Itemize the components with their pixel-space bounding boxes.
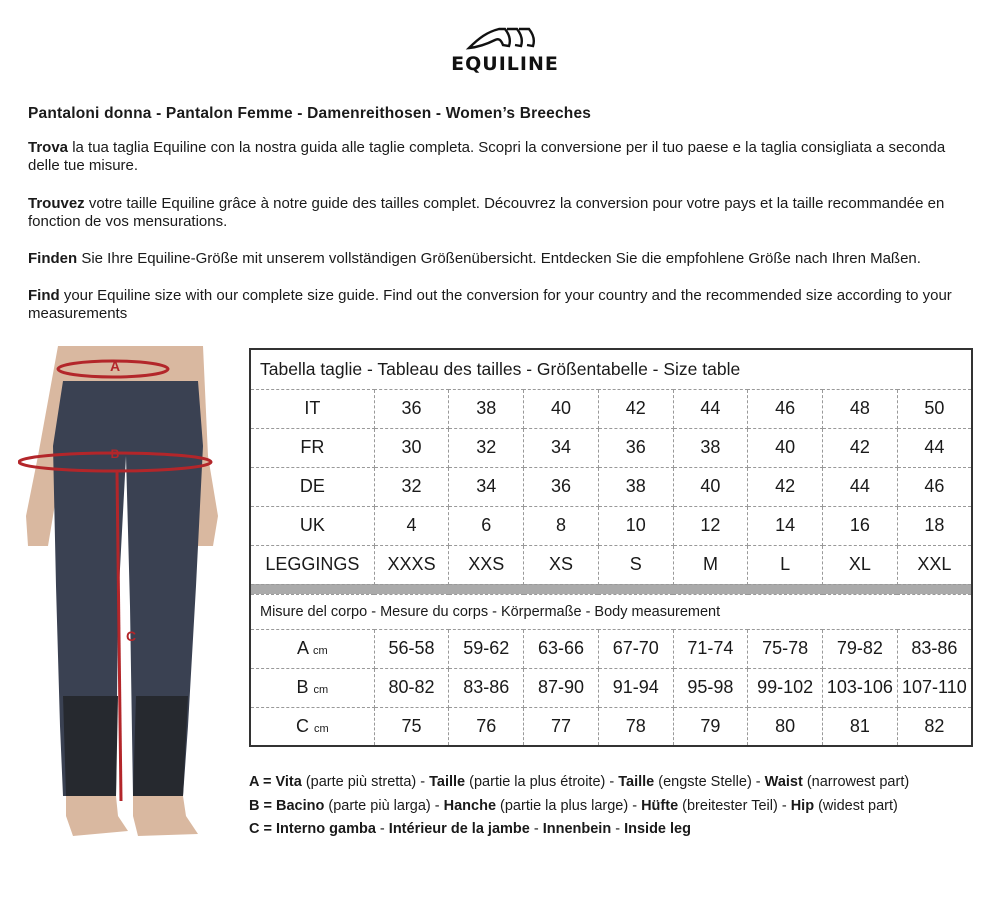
measurement-cell: 67-70 <box>598 629 673 668</box>
size-cell: XXS <box>449 545 524 584</box>
table-row <box>250 668 972 707</box>
legend-text: (breitester Teil) - <box>678 797 791 814</box>
legend-text: (parte più larga) - <box>324 797 444 814</box>
legend-text: (narrowest part) <box>802 774 910 790</box>
intro-paragraph <box>28 250 978 268</box>
size-cell: 42 <box>598 389 673 428</box>
size-cell: 30 <box>374 428 449 467</box>
size-cell: 34 <box>524 428 599 467</box>
legend-text: Hüfte <box>641 797 679 814</box>
intro-paragraph <box>28 287 978 323</box>
paragraph-lead: Find <box>28 287 60 304</box>
measurement-cell: 80-82 <box>374 668 449 707</box>
size-cell: XXXS <box>374 545 449 584</box>
size-cell: 32 <box>374 467 449 506</box>
table-row <box>250 428 972 467</box>
size-cell: 36 <box>524 467 599 506</box>
size-cell: 36 <box>374 389 449 428</box>
legend-line <box>249 818 909 842</box>
measurement-cell: 79-82 <box>823 629 898 668</box>
legend-text: Waist <box>764 774 803 790</box>
label-b: B <box>110 447 120 461</box>
size-cell: XS <box>524 545 599 584</box>
size-cell: 36 <box>598 428 673 467</box>
measurement-cell: 81 <box>823 707 898 746</box>
measurement-cell: 91-94 <box>598 668 673 707</box>
table-row <box>250 545 972 584</box>
paragraph-text: la tua taglia Equiline con la nostra guida alle taglie completa. Scopri la conversione per il tuo paese e la taglia consigliata a seconda delle tue misure. <box>28 139 946 174</box>
measurement-cell: 87-90 <box>524 668 599 707</box>
legend-text: B = Bacino <box>249 797 325 814</box>
size-cell: 6 <box>449 506 524 545</box>
size-cell: 44 <box>897 428 972 467</box>
size-cell: 48 <box>823 389 898 428</box>
size-cell: 18 <box>897 506 972 545</box>
table-row <box>250 506 972 545</box>
intro-paragraph <box>28 139 978 175</box>
measurement-cell: 63-66 <box>524 629 599 668</box>
measurement-legend <box>249 771 909 842</box>
equiline-logo <box>447 26 563 75</box>
table-row <box>250 707 972 746</box>
paragraph-lead: Trouvez <box>28 195 85 212</box>
measurement-cell: 78 <box>598 707 673 746</box>
table-row <box>250 467 972 506</box>
paragraph-text: votre taille Equiline grâce à notre guide des tailles complet. Découvrez la conversion pour votre pays et la taille recommandée en fonction de vos mensurations. <box>28 195 945 230</box>
legend-text: Innenbein <box>542 821 612 837</box>
size-cell: 50 <box>897 389 972 428</box>
legend-text: (partie la plus étroite) - <box>465 774 619 790</box>
legend-text: - <box>375 821 389 837</box>
size-cell: 42 <box>823 428 898 467</box>
row-label: IT <box>250 389 374 428</box>
size-cell: 44 <box>673 389 748 428</box>
legend-text: (engste Stelle) - <box>654 774 765 790</box>
legend-line <box>249 771 909 795</box>
measurement-cell: 107-110 <box>897 668 972 707</box>
brand-name: EQUILINE <box>451 53 559 75</box>
row-label: FR <box>250 428 374 467</box>
size-cell: L <box>748 545 823 584</box>
row-label: C cm <box>250 707 374 746</box>
page-heading: Pantaloni donna - Pantalon Femme - Damenreithosen - Women’s Breeches <box>28 105 592 122</box>
size-cell: 40 <box>673 467 748 506</box>
measurement-cell: 103-106 <box>823 668 898 707</box>
paragraph-lead: Finden <box>28 250 78 267</box>
horse-heads-icon <box>465 26 545 50</box>
size-cell: 16 <box>823 506 898 545</box>
legend-text: (partie la plus large) - <box>496 797 642 814</box>
size-cell: 10 <box>598 506 673 545</box>
size-cell: 14 <box>748 506 823 545</box>
intro-paragraph <box>28 195 978 231</box>
table-row <box>250 389 972 428</box>
size-cell: 40 <box>748 428 823 467</box>
measurement-cell: 83-86 <box>897 629 972 668</box>
size-cell: 12 <box>673 506 748 545</box>
size-cell: S <box>598 545 673 584</box>
paragraph-text: Sie Ihre Equiline-Größe mit unserem vollständigen Größenübersicht. Entdecken Sie die empfohlene Größe nach Ihren Maßen. <box>77 250 921 267</box>
size-cell: 8 <box>524 506 599 545</box>
size-table <box>249 348 973 747</box>
body-measurement-title: Misure del corpo - Mesure du corps - Körpermaße - Body measurement <box>250 594 972 629</box>
size-cell: 38 <box>449 389 524 428</box>
size-cell: 44 <box>823 467 898 506</box>
measurement-cell: 59-62 <box>449 629 524 668</box>
row-label: DE <box>250 467 374 506</box>
row-label: UK <box>250 506 374 545</box>
paragraph-text: your Equiline size with our complete size guide. Find out the conversion for your country and the recommended size according to your measurements <box>28 287 952 322</box>
size-cell: 46 <box>897 467 972 506</box>
size-cell: 32 <box>449 428 524 467</box>
measurement-cell: 95-98 <box>673 668 748 707</box>
legend-text: - <box>611 821 625 837</box>
size-cell: 4 <box>374 506 449 545</box>
size-cell: 46 <box>748 389 823 428</box>
row-label: LEGGINGS <box>250 545 374 584</box>
legend-text: (widest part) <box>814 797 898 814</box>
measurement-cell: 82 <box>897 707 972 746</box>
legend-text: - <box>529 821 543 837</box>
measurement-cell: 56-58 <box>374 629 449 668</box>
measurement-cell: 75-78 <box>748 629 823 668</box>
measurement-cell: 83-86 <box>449 668 524 707</box>
row-label: A cm <box>250 629 374 668</box>
size-cell: M <box>673 545 748 584</box>
size-cell: 34 <box>449 467 524 506</box>
legend-text: Taille <box>429 774 466 790</box>
measurement-cell: 76 <box>449 707 524 746</box>
legend-text: Inside leg <box>624 821 691 837</box>
divider <box>250 584 972 594</box>
size-cell: 38 <box>673 428 748 467</box>
row-label: B cm <box>250 668 374 707</box>
measurement-cell: 99-102 <box>748 668 823 707</box>
size-cell: 40 <box>524 389 599 428</box>
measurement-cell: 80 <box>748 707 823 746</box>
paragraph-lead: Trova <box>28 139 69 156</box>
size-cell: XXL <box>897 545 972 584</box>
legend-text: Intérieur de la jambe <box>388 821 530 837</box>
legend-line <box>249 795 909 819</box>
legend-text: (parte più stretta) - <box>301 774 430 790</box>
size-cell: 38 <box>598 467 673 506</box>
measurement-cell: 71-74 <box>673 629 748 668</box>
size-cell: XL <box>823 545 898 584</box>
legend-text: Taille <box>618 774 655 790</box>
measurement-cell: 77 <box>524 707 599 746</box>
size-cell: 42 <box>748 467 823 506</box>
legend-text: Hip <box>790 797 815 814</box>
legend-text: C = Interno gamba <box>249 821 376 837</box>
measurement-cell: 75 <box>374 707 449 746</box>
legend-text: A = Vita <box>249 774 302 790</box>
label-a: A <box>109 358 121 374</box>
size-table-title: Tabella taglie - Tableau des tailles - Größentabelle - Size table <box>250 349 972 389</box>
model-figure <box>18 346 228 846</box>
table-row <box>250 629 972 668</box>
legend-text: Hanche <box>443 797 497 814</box>
measurement-cell: 79 <box>673 707 748 746</box>
label-c: C <box>126 628 137 644</box>
